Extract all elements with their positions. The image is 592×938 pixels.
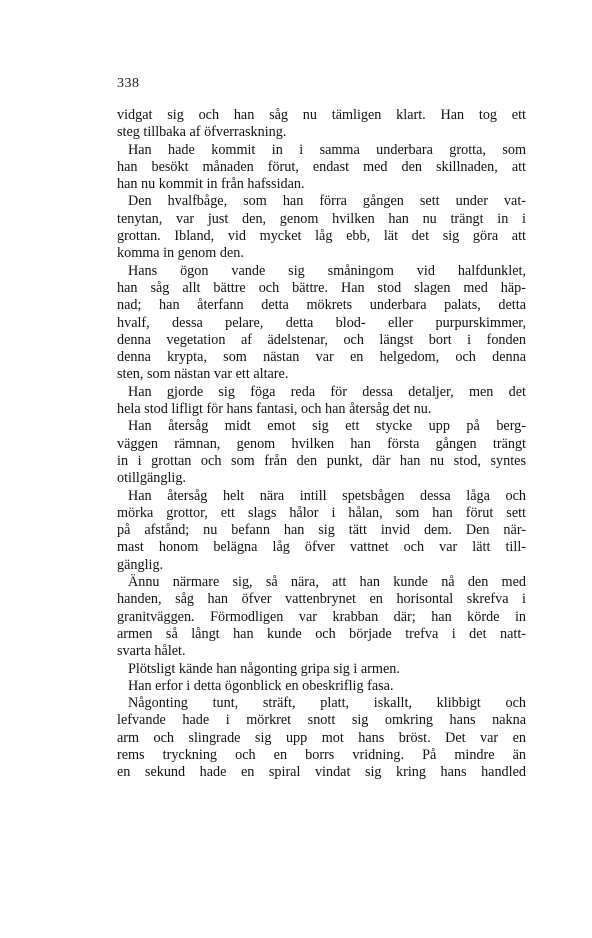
text-line: armen så långt han kunde och började trefva i det natt- [117,625,526,642]
text-line: Han hade kommit in i samma underbara grotta, som [128,141,526,158]
text-line: mast honom belägna låg öfver vattnet och var lätt till- [117,539,526,556]
text-line: han besökt månaden förut, endast med den skillnaden, att [117,158,526,175]
text-line: mörka grottor, ett slags hålor i hålan, som han förut sett [117,504,526,521]
text-line: Hans ögon vande sig småningom vid halfdunklet, [128,262,526,279]
text-line: arm och slingrade sig upp mot hans bröst. Det var en [117,729,526,746]
text-line: han nu kommit in från hafssidan. [117,176,305,193]
text-line: Han gjorde sig föga reda för dessa detaljer, men det [128,383,526,400]
text-line: Plötsligt kände han någonting gripa sig i armen. [128,660,400,677]
text-line: komma in genom den. [117,245,244,262]
text-line: på afstånd; nu befann han sig tätt invid dem. Den när- [117,522,526,539]
body-text [117,107,526,782]
text-line: denna vegetation af ädelstenar, och längst bort i fonden [117,331,526,348]
text-line: vidgat sig och han såg nu tämligen klart. Han tog ett [117,107,526,123]
text-line: Någonting tunt, sträft, platt, iskallt, klibbigt och [128,695,526,712]
text-line: handen, såg han öfver vattenbrynet en horisontal skrefva i [117,591,526,608]
text-line: han såg allt bättre och bättre. Han stod slagen med häp- [117,279,526,296]
text-line: gänglig. [117,556,164,573]
text-line: granitväggen. Förmodligen var krabban där; han körde in [117,608,526,625]
text-line: Den hvalfbåge, som han förra gången sett under vat- [128,193,526,210]
text-line: lefvande hade i mörkret snott sig omkring hans nakna [117,712,526,729]
text-line: väggen rämnan, genom hvilken han första gången trängt [117,435,526,452]
text-line: hvalf, dessa pelare, detta blod- eller purpurskimmer, [117,314,526,331]
text-line: sten, som nästan var ett altare. [117,366,289,383]
text-line: svarta hålet. [117,643,186,660]
text-line: en sekund hade en spiral vindat sig kring hans handled [117,764,526,781]
text-line: rems tryckning och en borrs vridning. På mindre än [117,746,526,763]
text-line: steg tillbaka af öfverraskning. [117,124,287,141]
text-line: Ännu närmare sig, så nära, att han kunde nå den med [128,574,526,591]
text-line: denna krypta, som nästan var en helgedom, och denna [117,349,526,366]
text-line: tenytan, var just den, genom hvilken han nu trängt in i [117,210,526,227]
text-line: hela stod lifligt för hans fantasi, och han återsåg det nu. [117,401,432,418]
text-line: grottan. Ibland, vid mycket låg ebb, lät det sig göra att [117,228,526,245]
page-number: 338 [117,76,140,91]
text-line: nad; han återfann detta mökrets underbara palats, detta [117,297,526,314]
text-line: Han erfor i detta ögonblick en obeskriflig fasa. [128,677,394,694]
text-line: otillgänglig. [117,470,186,487]
text-line: Han återsåg midt emot sig ett stycke upp på berg- [128,418,526,435]
text-line: in i grottan och som från den punkt, där han nu stod, syntes [117,452,526,469]
text-line: Han återsåg helt nära intill spetsbågen dessa låga och [128,487,526,504]
